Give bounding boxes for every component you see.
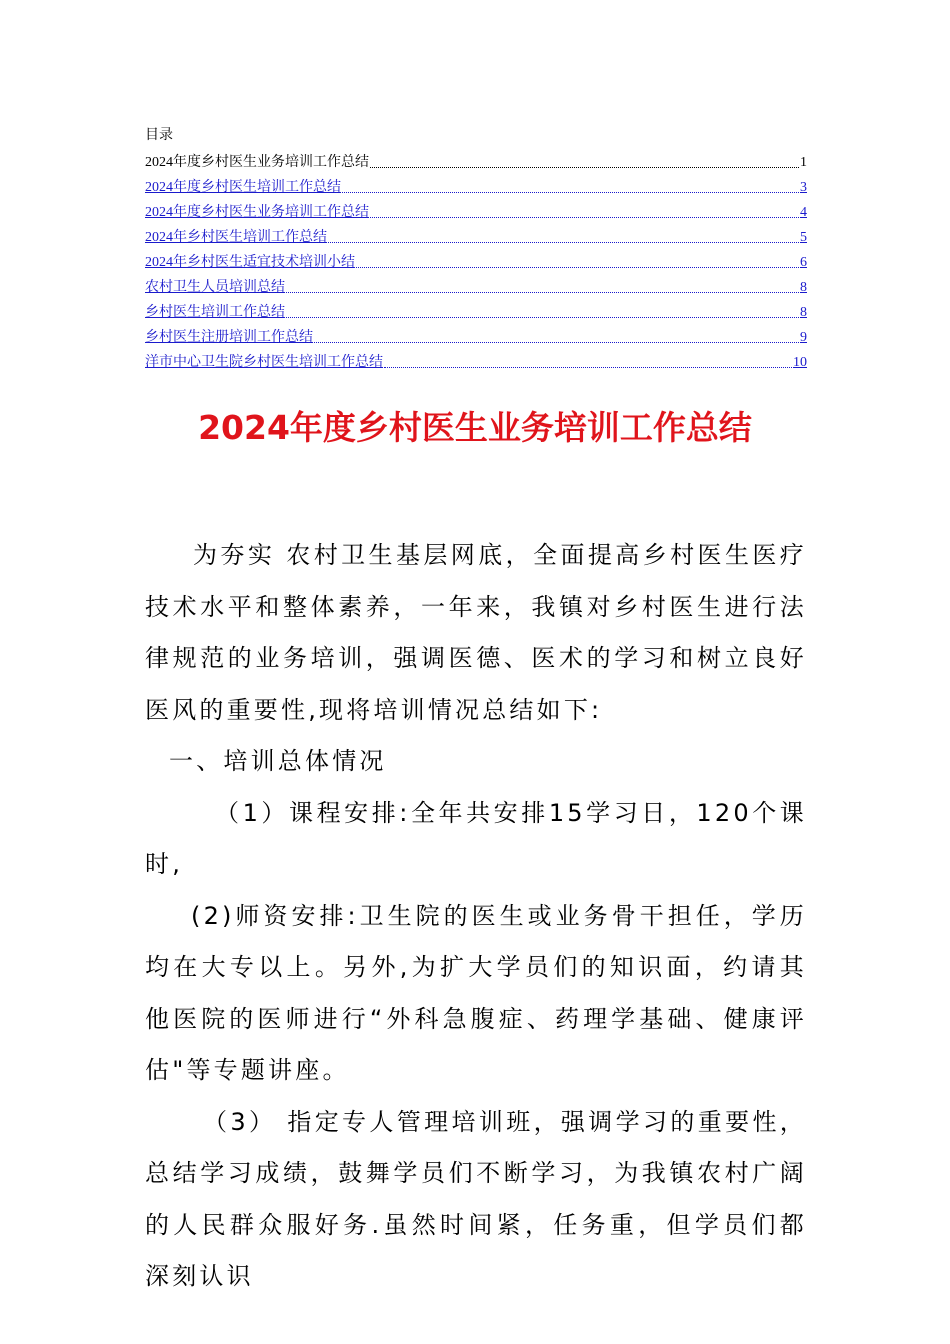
toc-item-page: 3	[800, 180, 807, 195]
toc-link[interactable]	[145, 247, 807, 272]
toc-item-page: 5	[800, 230, 807, 245]
toc-item-page: 8	[800, 280, 807, 295]
list-item-paragraph: (2)师资安排:卫生院的医生或业务骨干担任，学历均在大专以上。另外,为扩大学员们的知识面，约请其他医院的医师进行“外科急腹症、药理学基础、健康评估"等专题讲座。	[145, 901, 807, 1084]
toc-leader-dots	[314, 341, 799, 343]
intro-paragraph: 为夯实 农村卫生基层网底，全面提高乡村医生医疗技术水平和整体素养，一年来，我镇对乡村医生进行法律规范的业务培训，强调医德、医术的学习和树立良好医风的重要性,现将培训情况总结如下:	[145, 541, 807, 724]
toc-link[interactable]	[145, 347, 807, 372]
toc-leader-dots	[286, 316, 799, 318]
toc-item-title: 2024年度乡村医生业务培训工作总结	[145, 205, 369, 220]
toc-link[interactable]	[145, 297, 807, 322]
section-heading: 一、培训总体情况	[169, 747, 387, 775]
document-title: 2024年度乡村医生业务培训工作总结	[198, 408, 752, 447]
toc-item-title: 乡村医生培训工作总结	[145, 305, 285, 320]
toc-item-title: 2024年度乡村医生业务培训工作总结	[145, 155, 369, 170]
list-item-paragraph: （1）课程安排:全年共安排15学习日，120个课时,	[145, 798, 807, 878]
toc-item-page: 6	[800, 255, 807, 270]
toc-item-page: 10	[793, 355, 807, 370]
toc-item-title: 2024年乡村医生适宜技术培训小结	[145, 255, 355, 270]
toc-leader-dots	[342, 191, 799, 193]
toc-item-page: 1	[800, 155, 807, 170]
toc-leader-dots	[356, 266, 799, 268]
toc-heading: 目录	[145, 128, 173, 143]
list-item-paragraph: （3） 指定专人管理培训班，强调学习的重要性，总结学习成绩，鼓舞学员们不断学习，为我镇农村广阔的人民群众服好务.虽然时间紧，任务重，但学员们都深刻认识	[145, 1107, 807, 1290]
toc-link[interactable]	[145, 222, 807, 247]
toc-item-title: 乡村医生注册培训工作总结	[145, 330, 313, 345]
toc-item-title: 2024年度乡村医生培训工作总结	[145, 180, 341, 195]
toc-leader-dots	[370, 216, 799, 218]
toc-leader-dots	[370, 166, 799, 168]
toc-item-title: 农村卫生人员培训总结	[145, 280, 285, 295]
toc-item[interactable]	[145, 146, 807, 172]
toc-link[interactable]	[145, 322, 807, 347]
toc-item-title: 洋市中心卫生院乡村医生培训工作总结	[145, 355, 383, 370]
toc-leader-dots	[328, 241, 799, 243]
toc-item-page: 8	[800, 305, 807, 320]
toc-link[interactable]	[145, 172, 807, 197]
toc-item-page: 4	[800, 205, 807, 220]
toc-leader-dots	[286, 291, 799, 293]
toc-item-title: 2024年乡村医生培训工作总结	[145, 230, 327, 245]
toc-link[interactable]	[145, 272, 807, 297]
toc-item-page: 9	[800, 330, 807, 345]
document-body	[145, 530, 807, 1303]
toc-link[interactable]	[145, 197, 807, 222]
table-of-contents	[145, 126, 807, 372]
toc-leader-dots	[384, 366, 792, 368]
